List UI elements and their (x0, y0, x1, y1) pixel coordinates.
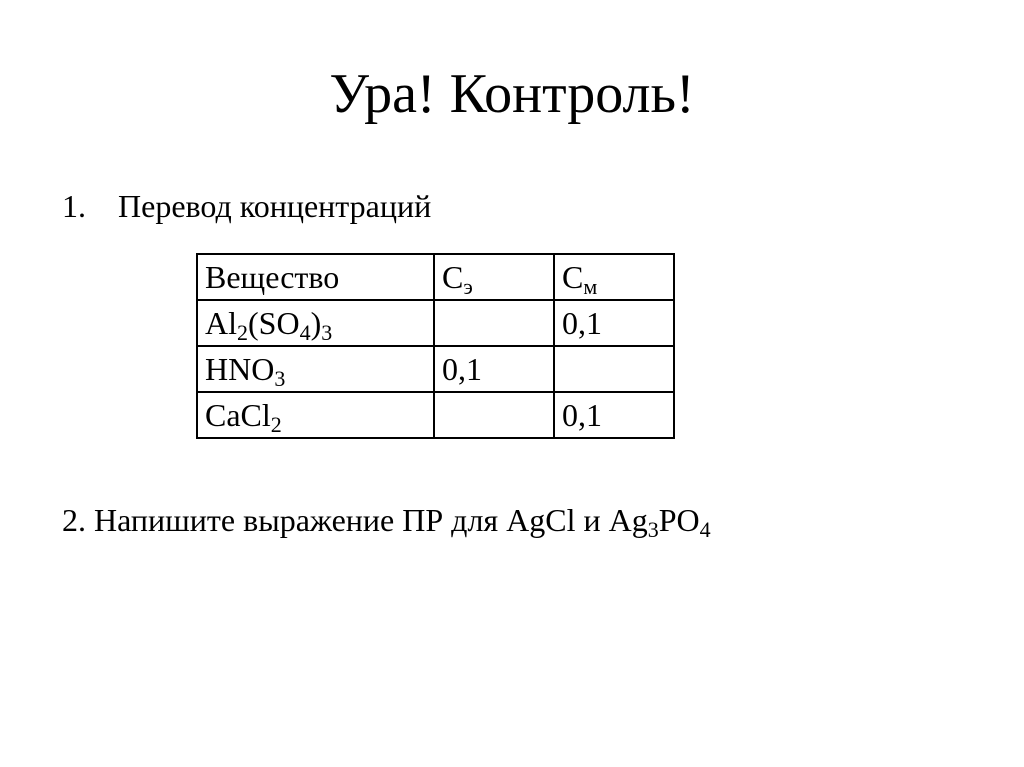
header-ce-sub: э (463, 274, 473, 299)
table-row (197, 392, 674, 438)
formula-sub: 2 (270, 412, 282, 437)
table-header-row (197, 254, 674, 300)
task-2-text: 2. Напишите выражение ПР для AgCl и Ag (62, 502, 648, 538)
task-2-sub-1: 3 (647, 517, 659, 542)
header-cm (554, 254, 674, 300)
formula-sub: 4 (299, 320, 311, 345)
task-1 (62, 186, 431, 226)
task-2-sub-2: 4 (699, 517, 711, 542)
header-ce (434, 254, 554, 300)
task-2-mid: PO (658, 502, 700, 538)
header-substance: Вещество (197, 254, 434, 300)
formula-sub: 3 (321, 320, 333, 345)
concentration-table (196, 253, 675, 439)
ce-cell (434, 392, 554, 438)
formula-sub: 2 (237, 320, 248, 345)
substance-cell (197, 300, 434, 346)
formula-sub: 3 (274, 366, 286, 391)
cm-cell: 0,1 (554, 392, 674, 438)
cm-cell: 0,1 (554, 300, 674, 346)
formula-part: HNO (205, 351, 275, 387)
formula-part: (SO (248, 305, 300, 341)
task-2 (62, 500, 711, 540)
ce-cell: 0,1 (434, 346, 554, 392)
cm-cell (554, 346, 674, 392)
formula-part: ) (310, 305, 322, 341)
ce-cell (434, 300, 554, 346)
formula-part: CaCl (205, 397, 271, 433)
header-ce-base: С (442, 259, 464, 295)
task-1-text: Перевод концентраций (118, 188, 432, 224)
header-cm-sub: м (583, 274, 598, 299)
task-1-number: 1. (62, 188, 86, 224)
substance-cell (197, 392, 434, 438)
substance-cell (197, 346, 434, 392)
table-row (197, 300, 674, 346)
slide-title: Ура! Контроль! (329, 63, 695, 125)
table-row (197, 346, 674, 392)
header-cm-base: С (562, 259, 584, 295)
formula-part: Al (205, 305, 237, 341)
